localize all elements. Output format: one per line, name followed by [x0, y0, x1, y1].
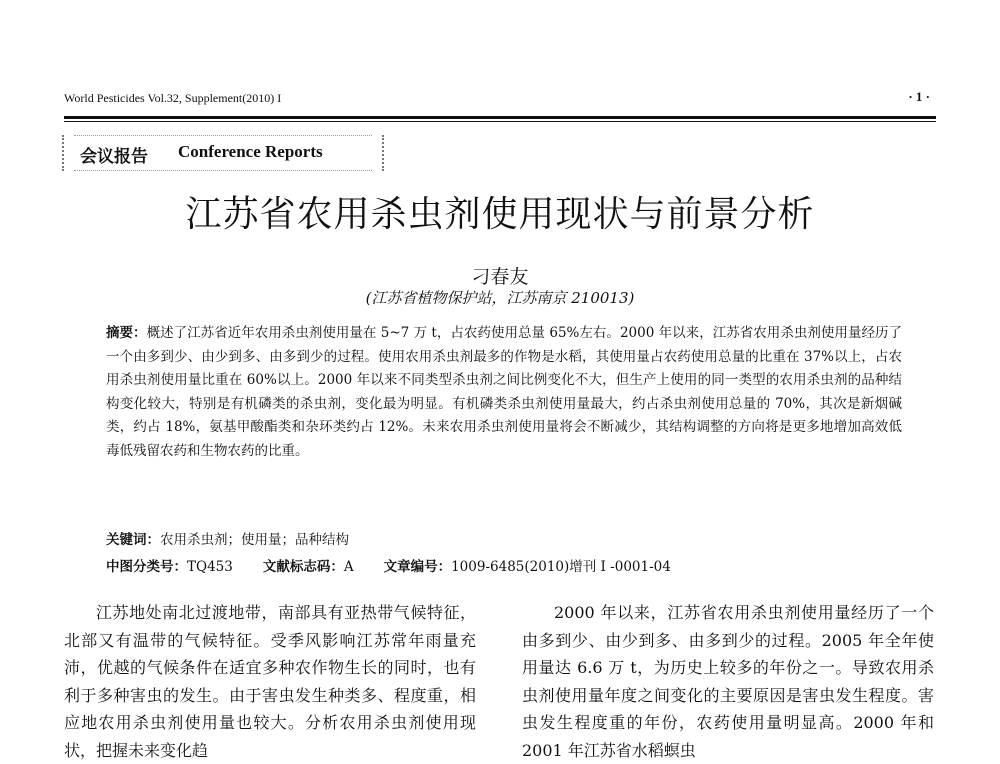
page-number: · 1 ·	[908, 89, 930, 104]
section-label-box	[62, 135, 384, 171]
section-label-en: Conference Reports	[178, 142, 323, 161]
header-rule-thick	[64, 116, 936, 119]
abstract-text: 概述了江苏省近年农用杀虫剂使用量在 5~7 万 t，占农药使用总量 65%左右。2000 年以来，江苏省农用杀虫剂使用量经历了一个由多到少、由少到多、由多到少的过程。使用农用杀虫剂最多的作物是水稻，其使用量占农药使用总量的比重在 37%以上，占农用杀虫剂使用量比重在 60%以上。2000 年以来不同类型杀虫剂之间比例变化不大，但生产上使用的同一类型的农用杀虫剂的品种结构变化较大，特别是有机磷类的杀虫剂，变化最为明显。有机磷类杀虫剂使用量最大，约占杀虫剂使用总量的 70%，其次是新烟碱类，约占 18%，氨基甲酸酯类和杂环类约占 12%。未来农用杀虫剂使用量将会不断减少，其结构调整的方向将是更多地增加高效低毒低残留农药和生物农药的比重。	[106, 325, 903, 459]
affiliation: (江苏省植物保护站，江苏南京 210013)	[365, 289, 635, 307]
body-paragraph: 江苏地处南北过渡地带，南部具有亚热带气候特征，北部又有温带的气候特征。受季风影响江苏常年雨量充沛，优越的气候条件在适宜多种农作物生长的同时，也有利于多种害虫的发生。由于害虫发生种类多、程度重，相应地农用杀虫剂使用量也较大。分析农用杀虫剂使用现状，把握未来变化趋	[64, 603, 476, 760]
header-rule-thin	[64, 121, 936, 122]
keywords-label: 关键词：	[106, 532, 160, 548]
abstract	[106, 322, 902, 463]
classification-line	[106, 555, 671, 575]
clc-value: TQ453	[187, 559, 233, 575]
body-column-left	[64, 599, 476, 764]
section-label-cn: 会议报告	[80, 147, 148, 167]
keywords-text: 农用杀虫剂；使用量；品种结构	[160, 532, 349, 548]
author: 刁春友	[471, 266, 529, 288]
body-paragraph: 2000 年以来，江苏省农用杀虫剂使用量经历了一个由多到少、由少到多、由多到少的过程。2005 年全年使用量达 6.6 万 t，为历史上较多的年份之一。导致农用杀虫剂使用量年度之间变化的主要原因是害虫发生程度。害虫发生程度重的年份，农药使用量明显高。2000 年和 2001 年江苏省水稻螟虫	[522, 603, 934, 760]
body-column-right	[522, 599, 934, 764]
article-number-label: 文章编号：	[383, 559, 452, 575]
doc-code-label: 文献标志码：	[262, 559, 344, 575]
doc-code-value: A	[343, 559, 354, 575]
journal-header: World Pesticides Vol.32, Supplement(2010) I	[64, 91, 282, 105]
keywords	[106, 528, 349, 548]
article-number-value: 1009-6485(2010)增刊 I -0001-04	[451, 559, 671, 575]
clc-label: 中图分类号：	[106, 559, 187, 575]
abstract-label: 摘要：	[106, 325, 147, 341]
article-title: 江苏省农用杀虫剂使用现状与前景分析	[185, 194, 815, 235]
